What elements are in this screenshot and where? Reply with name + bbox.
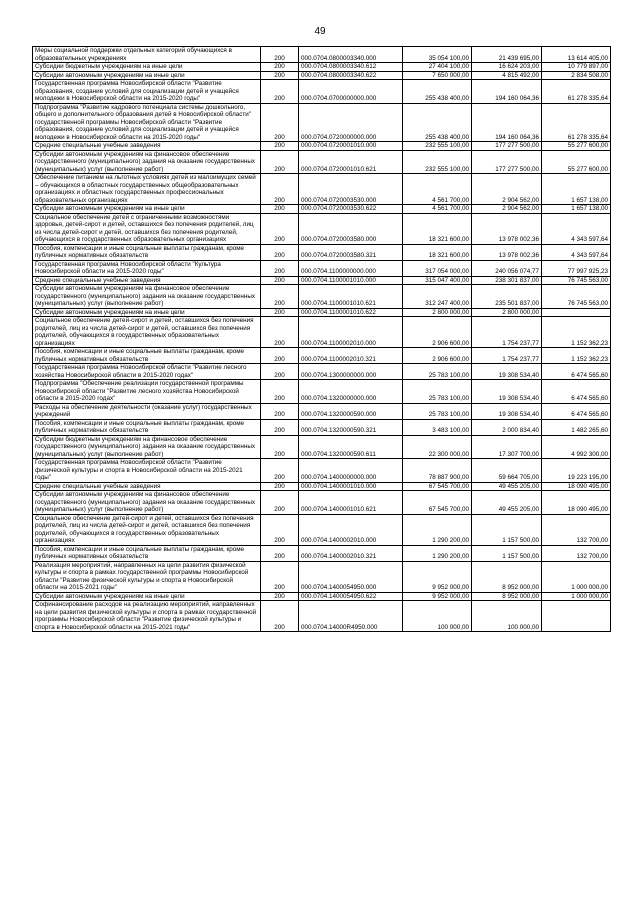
row-executed-cell: 1 754 237,77 [472,348,542,364]
row-kbk-cell: 000.0704.1320000590.000 [299,403,403,419]
table-row [33,63,611,72]
row-name-cell: Пособия, компенсации и иные социальные выплаты гражданам, кроме публичных нормативных обязательств [33,348,261,364]
table-row [33,364,611,380]
row-name-cell: Государственная программа Новосибирской области "Развитие лесного хозяйства Новосибирской области в 2015-2020 годах" [33,364,261,380]
row-name-cell: Средние специальные учебные заведения [33,142,261,151]
row-executed-cell: 13 978 002,36 [472,244,542,260]
row-name-cell: Пособия, компенсации и иные социальные выплаты гражданам, кроме публичных нормативных обязательств [33,419,261,435]
row-approved-cell: 2 800 000,00 [403,308,472,317]
row-executed-cell: 238 301 837,00 [472,276,542,285]
row-executed-cell: 194 160 064,36 [472,80,542,104]
row-code-cell: 200 [261,561,299,592]
row-unexecuted-cell: 4 992 300,00 [542,435,611,459]
row-unexecuted-cell: 1 000 000,00 [542,561,611,592]
row-approved-cell: 255 438 400,00 [403,80,472,104]
row-code-cell: 200 [261,364,299,380]
row-unexecuted-cell: 1 482 265,60 [542,419,611,435]
table-row [33,592,611,601]
row-unexecuted-cell: 1 657 138,00 [542,205,611,214]
row-kbk-cell: 000.0704.0800003340.612 [299,63,403,72]
table-row [33,545,611,561]
table-row [33,419,611,435]
row-name-cell: Субсидии бюджетным учреждениям на финансовое обеспечение государственного (муниципального) задания на оказание государственных (муниципальных) услуг (выполнение работ) [33,435,261,459]
row-code-cell: 200 [261,482,299,491]
row-unexecuted-cell: 132 700,00 [542,545,611,561]
row-code-cell: 200 [261,380,299,404]
row-code-cell: 200 [261,285,299,309]
row-executed-cell: 2 904 562,00 [472,174,542,205]
row-name-cell: Подпрограмма "Развитие кадрового потенциала системы дошкольного, общего и дополнительного образования детей в Новосибирской области" государственной программы Новосибирской области "Развитие образования, создание условий для социализации детей и учащейся молодежи в Новосибирской области на 2015-2020 годы" [33,103,261,142]
row-name-cell: Софинансирование расходов на реализацию мероприятий, направленных на цели развития физической культуры и спорта в рамках государственной программы Новосибирской области "Развитие физической культуры и спорта в Новосибирской области на 2015-2021 годы" [33,601,261,632]
row-approved-cell: 232 555 100,00 [403,150,472,174]
row-approved-cell: 317 054 000,00 [403,260,472,276]
row-unexecuted-cell: 1 152 362,23 [542,317,611,348]
row-executed-cell: 194 160 064,36 [472,103,542,142]
row-executed-cell: 49 455 205,00 [472,482,542,491]
row-executed-cell: 177 277 500,00 [472,150,542,174]
row-unexecuted-cell [542,601,611,632]
row-approved-cell: 4 561 700,00 [403,174,472,205]
row-kbk-cell: 000.0704.0720001010.621 [299,150,403,174]
row-name-cell: Субсидии автономным учреждениям на финансовое обеспечение государственного (муниципального) задания на оказание государственных (муниципальных) услуг (выполнение работ) [33,491,261,515]
row-approved-cell: 35 054 100,00 [403,47,472,63]
table-row [33,285,611,309]
row-approved-cell: 27 404 100,00 [403,63,472,72]
row-name-cell: Социальное обеспечение детей-сирот и детей, оставшихся без попечения родителей, лиц из числа детей-сирот и детей, оставшихся без попечения родителей, обучающихся в государственных образовательных организациях [33,514,261,545]
row-name-cell: Государственная программа Новосибирской области "Культура Новосибирской области на 2015-2020 годы" [33,260,261,276]
row-executed-cell: 1 754 237,77 [472,317,542,348]
row-unexecuted-cell: 10 779 897,00 [542,63,611,72]
row-approved-cell: 67 545 700,00 [403,482,472,491]
table-row [33,244,611,260]
row-kbk-cell: 000.0704.1400002010.000 [299,514,403,545]
row-executed-cell: 240 056 074,77 [472,260,542,276]
row-approved-cell: 2 906 600,00 [403,348,472,364]
row-unexecuted-cell: 19 223 195,00 [542,459,611,483]
row-code-cell: 200 [261,276,299,285]
row-approved-cell: 78 887 900,00 [403,459,472,483]
row-kbk-cell: 000.0704.1100000000.000 [299,260,403,276]
row-approved-cell: 22 300 000,00 [403,435,472,459]
row-name-cell: Средние специальные учебные заведения [33,276,261,285]
row-approved-cell: 232 555 100,00 [403,142,472,151]
row-unexecuted-cell [542,308,611,317]
row-approved-cell: 2 906 600,00 [403,317,472,348]
table-row [33,459,611,483]
row-code-cell: 200 [261,63,299,72]
table-row [33,348,611,364]
row-unexecuted-cell: 55 277 600,00 [542,150,611,174]
row-kbk-cell: 000.0704.0720001010.000 [299,142,403,151]
row-executed-cell: 1 157 500,00 [472,514,542,545]
row-unexecuted-cell: 18 090 495,00 [542,491,611,515]
row-approved-cell: 7 650 000,00 [403,71,472,80]
row-executed-cell: 19 308 534,40 [472,364,542,380]
row-name-cell: Социальное обеспечение детей-сирот и детей, оставшихся без попечения родителей, лиц из числа детей-сирот и детей, оставшихся без попечения родителей, обучающихся в государственных образовательных организациях [33,317,261,348]
row-name-cell: Субсидии автономным учреждениям на финансовое обеспечение государственного (муниципального) задания на оказание государственных (муниципальных) услуг (выполнение работ) [33,285,261,309]
row-unexecuted-cell: 1 000 000,00 [542,592,611,601]
row-kbk-cell: 000.0704.14000R4950.000 [299,601,403,632]
row-executed-cell: 19 308 534,40 [472,380,542,404]
row-kbk-cell: 000.0704.0700000000.000 [299,80,403,104]
row-approved-cell: 25 783 100,00 [403,380,472,404]
row-name-cell: Субсидии бюджетным учреждениям на иные цели [33,63,261,72]
row-executed-cell: 235 501 837,00 [472,285,542,309]
row-executed-cell: 2 800 000,00 [472,308,542,317]
row-approved-cell: 18 321 600,00 [403,213,472,244]
row-name-cell: Субсидии автономным учреждениям на иные цели [33,308,261,317]
row-unexecuted-cell: 6 474 565,60 [542,380,611,404]
row-code-cell: 200 [261,47,299,63]
row-kbk-cell: 000.0704.0720003580.321 [299,244,403,260]
row-kbk-cell: 000.0704.1400001010.621 [299,491,403,515]
row-approved-cell: 315 047 400,00 [403,276,472,285]
row-unexecuted-cell: 18 090 495,00 [542,482,611,491]
row-unexecuted-cell: 4 343 597,64 [542,244,611,260]
row-executed-cell: 16 624 203,00 [472,63,542,72]
row-approved-cell: 100 000,00 [403,601,472,632]
row-code-cell: 200 [261,592,299,601]
row-approved-cell: 3 483 100,00 [403,419,472,435]
row-kbk-cell: 000.0704.0720003530.622 [299,205,403,214]
row-executed-cell: 13 978 002,36 [472,213,542,244]
row-unexecuted-cell: 13 614 405,00 [542,47,611,63]
row-name-cell: Субсидии автономным учреждениям на финансовое обеспечение государственного (муниципального) задания на оказание государственных (муниципальных) услуг (выполнение работ) [33,150,261,174]
row-code-cell: 200 [261,150,299,174]
row-unexecuted-cell: 61 278 335,64 [542,80,611,104]
row-executed-cell: 4 815 492,00 [472,71,542,80]
row-name-cell: Пособия, компенсации и иные социальные выплаты гражданам, кроме публичных нормативных обязательств [33,244,261,260]
row-name-cell: Пособия, компенсации и иные социальные выплаты гражданам, кроме публичных нормативных обязательств [33,545,261,561]
row-kbk-cell: 000.0704.1400001010.000 [299,482,403,491]
row-unexecuted-cell: 76 745 563,00 [542,276,611,285]
row-name-cell: Реализация мероприятий, направленных на цели развития физической культуры и спорта в рамках государственной программы Новосибирской области "Развитие физической культуры и спорта в Новосибирской области на 2015-2021 годы" [33,561,261,592]
table-row [33,103,611,142]
row-approved-cell: 9 952 000,00 [403,592,472,601]
table-row [33,561,611,592]
row-code-cell: 200 [261,174,299,205]
table-row [33,317,611,348]
table-row [33,71,611,80]
row-kbk-cell: 000.0704.1400054950.622 [299,592,403,601]
row-executed-cell: 2 000 834,40 [472,419,542,435]
row-executed-cell: 1 157 500,00 [472,545,542,561]
row-code-cell: 200 [261,308,299,317]
row-code-cell: 200 [261,205,299,214]
row-name-cell: Субсидии автономным учреждениям на иные цели [33,205,261,214]
row-approved-cell: 1 290 200,00 [403,545,472,561]
row-name-cell: Подпрограмма "Обеспечение реализации государственной программы Новосибирской области "Развитие лесного хозяйства Новосибирской области в 2015-2020 годах" [33,380,261,404]
row-code-cell: 200 [261,260,299,276]
row-name-cell: Субсидии автономным учреждениям на иные цели [33,71,261,80]
row-approved-cell: 4 561 700,00 [403,205,472,214]
row-approved-cell: 9 952 000,00 [403,561,472,592]
table-row [33,174,611,205]
row-kbk-cell: 000.0704.1300000000.000 [299,364,403,380]
row-code-cell: 200 [261,103,299,142]
row-executed-cell: 19 308 534,40 [472,403,542,419]
row-approved-cell: 1 290 200,00 [403,514,472,545]
row-approved-cell: 67 545 700,00 [403,491,472,515]
row-code-cell: 200 [261,514,299,545]
table-row [33,276,611,285]
row-unexecuted-cell: 2 834 508,00 [542,71,611,80]
table-row [33,601,611,632]
row-code-cell: 200 [261,403,299,419]
row-code-cell: 200 [261,142,299,151]
row-kbk-cell: 000.0704.1100001010.621 [299,285,403,309]
row-approved-cell: 25 783 100,00 [403,364,472,380]
row-approved-cell: 18 321 600,00 [403,244,472,260]
table-row [33,150,611,174]
row-executed-cell: 17 307 700,00 [472,435,542,459]
row-approved-cell: 25 783 100,00 [403,403,472,419]
row-executed-cell: 177 277 500,00 [472,142,542,151]
table-row [33,142,611,151]
row-unexecuted-cell: 6 474 565,60 [542,364,611,380]
row-unexecuted-cell: 132 700,00 [542,514,611,545]
row-code-cell: 200 [261,80,299,104]
row-code-cell: 200 [261,213,299,244]
row-approved-cell: 255 438 400,00 [403,103,472,142]
row-unexecuted-cell: 6 474 565,60 [542,403,611,419]
budget-execution-table [32,46,611,632]
page-number: 49 [314,26,326,37]
row-executed-cell: 59 664 705,00 [472,459,542,483]
row-code-cell: 200 [261,317,299,348]
row-kbk-cell: 000.0704.1100002010.321 [299,348,403,364]
row-executed-cell: 21 439 695,00 [472,47,542,63]
row-code-cell: 200 [261,348,299,364]
row-executed-cell: 2 904 562,00 [472,205,542,214]
row-kbk-cell: 000.0704.0800003340.622 [299,71,403,80]
row-name-cell: Субсидии автономным учреждениям на иные цели [33,592,261,601]
table-body [33,47,611,632]
row-executed-cell: 8 952 000,00 [472,592,542,601]
row-code-cell: 200 [261,419,299,435]
table-row [33,260,611,276]
row-unexecuted-cell: 1 152 362,23 [542,348,611,364]
table-row [33,514,611,545]
row-kbk-cell: 000.0704.1100001010.000 [299,276,403,285]
row-code-cell: 200 [261,435,299,459]
table-row [33,403,611,419]
row-name-cell: Государственная программа Новосибирской области "Развитие образования, создание условий для социализации детей и учащейся молодежи в Новосибирской области на 2015-2020 годы" [33,80,261,104]
row-unexecuted-cell: 4 343 597,64 [542,213,611,244]
row-code-cell: 200 [261,545,299,561]
row-unexecuted-cell: 61 278 335,64 [542,103,611,142]
table-row [33,205,611,214]
table-row [33,80,611,104]
row-kbk-cell: 000.0704.1320000000.000 [299,380,403,404]
row-unexecuted-cell: 76 745 563,00 [542,285,611,309]
row-name-cell: Меры социальной поддержки отдельных категорий обучающихся в образовательных учреждениях [33,47,261,63]
table-row [33,308,611,317]
row-name-cell: Расходы на обеспечение деятельности (оказание услуг) государственных учреждений [33,403,261,419]
row-kbk-cell: 000.0704.0800003340.000 [299,47,403,63]
table-row [33,213,611,244]
table-row [33,482,611,491]
row-kbk-cell: 000.0704.1320000590.611 [299,435,403,459]
row-unexecuted-cell: 1 657 138,00 [542,174,611,205]
row-kbk-cell: 000.0704.1100001010.622 [299,308,403,317]
row-kbk-cell: 000.0704.1100002010.000 [299,317,403,348]
row-name-cell: Государственная программа Новосибирской области "Развитие физической культуры и спорта в Новосибирской области на 2015-2021 годы" [33,459,261,483]
row-code-cell: 200 [261,459,299,483]
row-kbk-cell: 000.0704.1400000000.000 [299,459,403,483]
row-code-cell: 200 [261,491,299,515]
row-code-cell: 200 [261,71,299,80]
row-kbk-cell: 000.0704.1400002010.321 [299,545,403,561]
row-code-cell: 200 [261,244,299,260]
table-row [33,435,611,459]
row-kbk-cell: 000.0704.0720003530.000 [299,174,403,205]
table-row [33,491,611,515]
row-name-cell: Социальное обеспечение детей с ограниченными возможностями здоровья, детей-сирот и детей, оставшихся без попечения родителей, лиц из числа детей-сирот и детей, оставшихся без попечения родителей, обучающихся в государственных образовательных организациях [33,213,261,244]
table-row [33,47,611,63]
row-executed-cell: 8 952 000,00 [472,561,542,592]
row-kbk-cell: 000.0704.0720003580.000 [299,213,403,244]
row-name-cell: Обеспечение питанием на льготных условиях детей из малоимущих семей – обучающихся в областных государственных общеобразовательных организациях и областных государственных профессиональных образовательных организациях [33,174,261,205]
row-executed-cell: 49 455 205,00 [472,491,542,515]
row-unexecuted-cell: 77 997 925,23 [542,260,611,276]
row-kbk-cell: 000.0704.1400054950.000 [299,561,403,592]
row-approved-cell: 312 247 400,00 [403,285,472,309]
table-row [33,380,611,404]
row-executed-cell: 100 000,00 [472,601,542,632]
row-code-cell: 200 [261,601,299,632]
row-kbk-cell: 000.0704.0720000000.000 [299,103,403,142]
row-kbk-cell: 000.0704.1320000590.321 [299,419,403,435]
row-name-cell: Средние специальные учебные заведения [33,482,261,491]
row-unexecuted-cell: 55 277 600,00 [542,142,611,151]
